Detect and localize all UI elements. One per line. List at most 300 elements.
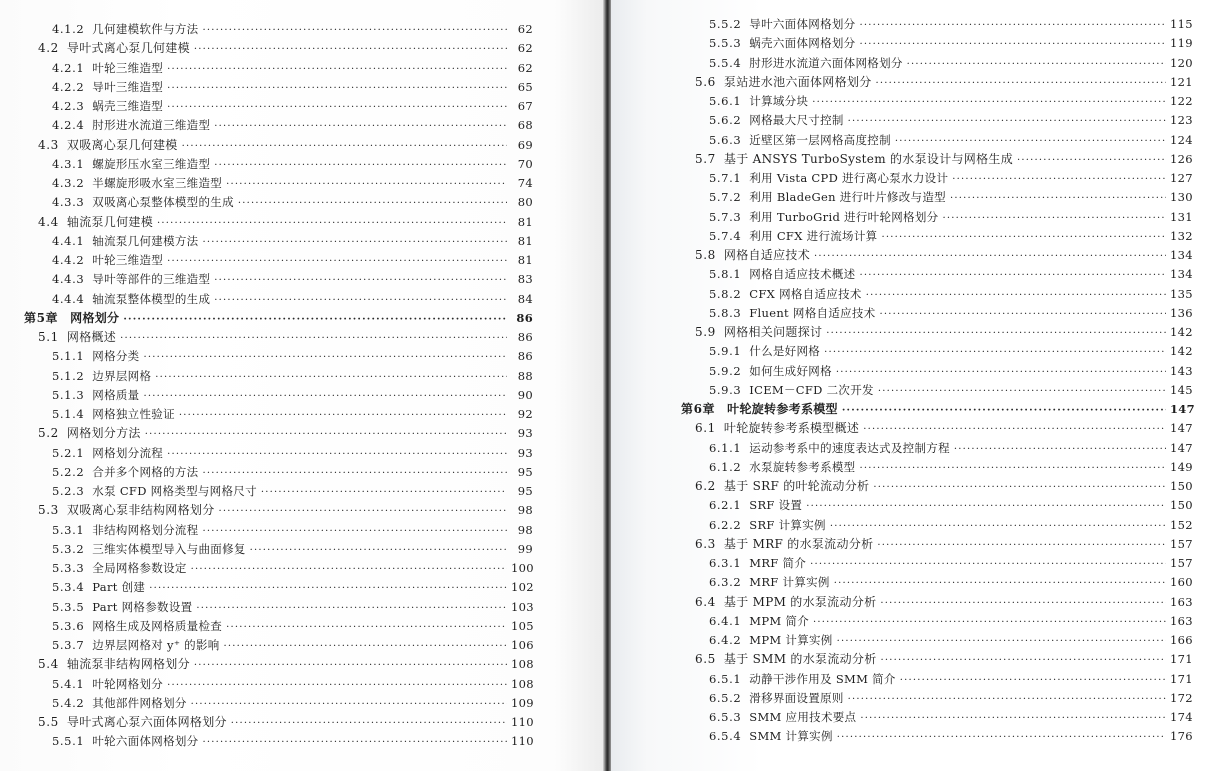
toc-entry	[695, 650, 1192, 669]
toc-entry-number: 4.2.2	[52, 79, 85, 94]
toc-entry-title: 水泵 CFD 网格类型与网格尺寸	[92, 484, 257, 498]
toc-entry-number: 4.3	[38, 137, 59, 152]
toc-entry-page-number: 105	[511, 618, 534, 633]
toc-entry-number: 6.2.1	[709, 498, 742, 513]
toc-entry	[52, 386, 533, 405]
toc-entry-title: 利用 Vista CPD 进行离心泵水力设计	[749, 171, 949, 185]
toc-entry-title: 蜗壳三维造型	[92, 99, 164, 113]
toc-entry-title: 利用 TurboGrid 进行叶轮网格划分	[749, 209, 939, 224]
toc-entry-title: SRF 计算实例	[749, 517, 826, 532]
toc-entry-page-number: 95	[517, 464, 533, 479]
toc-dot-leader	[191, 560, 507, 579]
toc-entry-title: SRF 设置	[749, 498, 803, 513]
toc-entry-title: 边界层网格对 y⁺ 的影响	[92, 638, 220, 652]
toc-entry-number: 5.4	[38, 657, 59, 672]
toc-entry-title: Part 创建	[92, 580, 146, 595]
toc-dot-leader	[859, 35, 1166, 54]
toc-dot-leader	[155, 368, 507, 387]
toc-entry-number: 5.9.1	[709, 344, 742, 359]
toc-entry-title: 蜗壳六面体网格划分	[749, 36, 856, 51]
toc-entry-number: 4.2.3	[52, 99, 85, 113]
toc-entry-title: 水泵旋转参考系模型	[749, 459, 856, 474]
toc-entry-page-number: 65	[517, 79, 533, 94]
toc-entry-page-number: 86	[516, 310, 533, 325]
toc-entry-title: 什么是好网格	[749, 344, 821, 359]
toc-entry-page-number: 108	[511, 657, 534, 672]
toc-entry-number: 5.3.4	[52, 580, 85, 595]
toc-entry-number: 6.4.2	[709, 633, 742, 647]
toc-entry	[52, 193, 533, 212]
toc-entry-number: 5.9.2	[709, 363, 742, 378]
toc-dot-leader	[202, 464, 507, 483]
toc-dot-leader	[167, 676, 507, 695]
toc-entry-page-number: 103	[511, 599, 534, 614]
toc-dot-leader	[873, 478, 1166, 497]
toc-entry-number: 4.3.1	[52, 156, 85, 171]
toc-entry-title: 半螺旋形吸水室三维造型	[92, 176, 223, 190]
toc-dot-leader	[826, 324, 1166, 343]
toc-entry-number: 5.4.2	[52, 695, 85, 710]
toc-entry-page-number: 149	[1170, 459, 1193, 474]
toc-entry-number: 5.1.2	[52, 368, 85, 383]
toc-dot-leader	[878, 382, 1166, 401]
toc-entry-number: 6.3.1	[709, 556, 742, 570]
toc-dot-leader	[238, 194, 507, 213]
toc-entry-number: 6.2	[695, 479, 716, 493]
toc-entry-title: 近壁区第一层网格高度控制	[749, 132, 891, 147]
toc-entry	[52, 636, 533, 655]
toc-entry-page-number: 92	[517, 407, 533, 421]
toc-entry-title: 螺旋形压水室三维造型	[92, 156, 211, 171]
toc-entry	[709, 227, 1192, 246]
toc-entry	[38, 424, 533, 443]
toc-entry	[709, 265, 1192, 284]
toc-entry-title: 基于 SMM 的水泵流动分析	[723, 652, 877, 667]
toc-entry	[709, 439, 1192, 458]
toc-dot-leader	[880, 594, 1166, 613]
toc-entry-title: 基于 MRF 的水泵流动分析	[723, 536, 874, 551]
toc-entry	[52, 290, 533, 309]
toc-entry-title: 边界层网格	[92, 368, 152, 383]
toc-entry-title: 全局网格参数设定	[92, 561, 187, 575]
toc-dot-leader	[214, 291, 507, 310]
toc-entry-title: 叶轮旋转参考系模型	[727, 402, 838, 416]
toc-entry-title: 滑移界面设置原则	[749, 690, 844, 705]
toc-dot-leader	[860, 709, 1166, 728]
toc-entry-page-number: 143	[1170, 363, 1193, 378]
toc-entry-page-number: 166	[1170, 633, 1193, 647]
toc-entry-number: 5.8.2	[709, 286, 742, 301]
toc-entry-title: 泵站进水池六面体网格划分	[723, 74, 872, 89]
toc-entry-title: MPM 计算实例	[749, 633, 833, 647]
toc-entry	[709, 727, 1192, 746]
toc-entry-page-number: 62	[517, 60, 533, 75]
toc-entry-title: 基于 SRF 的叶轮流动分析	[723, 479, 870, 493]
toc-entry-title: 肘形进水流道六面体网格划分	[749, 55, 903, 70]
toc-entry-number: 5.3	[38, 503, 59, 518]
toc-dot-leader	[824, 343, 1166, 362]
toc-entry	[52, 598, 533, 617]
toc-dot-leader	[167, 252, 507, 271]
toc-entry-page-number: 157	[1170, 536, 1193, 551]
toc-dot-leader	[859, 459, 1166, 478]
toc-entry-page-number: 157	[1170, 556, 1193, 570]
toc-entry	[709, 573, 1192, 592]
toc-entry	[709, 188, 1192, 207]
toc-entry-title: 轴流泵整体模型的生成	[92, 291, 211, 306]
toc-entry-number: 4.1.2	[52, 22, 85, 36]
toc-entry-page-number: 150	[1170, 479, 1193, 493]
toc-entry-title: 网格分类	[92, 349, 140, 364]
toc-entry-number: 6.5.4	[709, 729, 742, 744]
toc-entry-title: 轴流泵几何建模	[66, 214, 153, 229]
toc-entry-number: 6.1	[695, 421, 716, 436]
toc-dot-leader	[214, 156, 507, 175]
toc-entry	[695, 323, 1192, 342]
toc-entry-page-number: 84	[517, 291, 533, 306]
toc-entry	[52, 270, 533, 289]
toc-entry-title: 如何生成好网格	[749, 363, 832, 378]
toc-entry-page-number: 135	[1170, 286, 1193, 301]
toc-entry	[709, 631, 1192, 650]
toc-entry-number: 5.1.4	[52, 407, 85, 421]
toc-dot-leader	[224, 637, 507, 656]
toc-entry	[695, 419, 1192, 438]
toc-dot-leader	[848, 690, 1166, 709]
toc-entry-number: 6.1.1	[709, 440, 742, 455]
toc-entry-title: 其他部件网格划分	[92, 695, 187, 710]
toc-entry-page-number: 83	[517, 272, 533, 287]
toc-dot-leader	[834, 574, 1166, 593]
toc-entry-page-number: 69	[517, 137, 533, 152]
toc-entry-title: ICEM－CFD 二次开发	[749, 382, 874, 397]
toc-entry-page-number: 68	[517, 118, 533, 133]
toc-entry-number: 5.2.3	[52, 484, 85, 498]
toc-entry	[38, 136, 533, 155]
toc-entry-page-number: 110	[511, 734, 534, 749]
toc-entry-number: 5.5	[38, 715, 59, 729]
toc-entry-page-number: 81	[517, 233, 533, 248]
toc-entry-number: 6.1.2	[709, 459, 742, 474]
toc-entry-page-number: 93	[517, 445, 533, 460]
toc-entry-number: 5.7.4	[709, 228, 742, 243]
toc-entry-page-number: 122	[1170, 94, 1193, 108]
toc-entry-title: 叶轮三维造型	[92, 253, 164, 267]
toc-entry	[52, 20, 533, 39]
toc-dot-leader	[143, 387, 507, 406]
toc-entry-page-number: 100	[511, 561, 534, 575]
toc-dot-leader	[837, 728, 1166, 747]
toc-dot-leader	[179, 406, 507, 425]
toc-entry-page-number: 172	[1170, 690, 1193, 705]
toc-entry-number: 5.6	[695, 74, 716, 89]
toc-entry-number: 5.3.2	[52, 541, 85, 556]
toc-dot-leader	[214, 271, 507, 290]
toc-dot-leader	[167, 98, 507, 117]
toc-entry-page-number: 136	[1170, 305, 1193, 320]
toc-dot-leader	[226, 175, 507, 194]
toc-entry	[52, 174, 533, 193]
toc-entry-number: 4.2.4	[52, 118, 85, 133]
toc-entry-number: 5.6.1	[709, 94, 742, 108]
toc-entry-title: SMM 计算实例	[749, 729, 833, 744]
toc-entry-title: 网格质量	[92, 387, 140, 402]
toc-entry-title: 导叶三维造型	[92, 79, 164, 94]
toc-entry-number: 4.4.2	[52, 253, 85, 267]
toc-entry-page-number: 102	[511, 580, 534, 595]
toc-entry	[38, 213, 533, 232]
toc-dot-leader	[167, 60, 507, 79]
toc-entry	[52, 521, 533, 540]
toc-entry	[709, 362, 1192, 381]
toc-entry	[695, 150, 1192, 169]
toc-entry-number: 6.2.2	[709, 517, 742, 532]
toc-entry-number: 5.3.7	[52, 638, 85, 652]
toc-dot-leader	[120, 329, 507, 348]
toc-entry	[52, 617, 533, 636]
toc-entry-title: 导叶等部件的三维造型	[92, 272, 211, 287]
toc-entry-title: 网格自适应技术概述	[749, 267, 856, 282]
toc-entry-title: 叶轮网格划分	[92, 676, 164, 691]
toc-entry-title: 肘形进水流道三维造型	[92, 118, 211, 133]
toc-entry	[695, 73, 1192, 92]
toc-entry-title: 叶轮六面体网格划分	[92, 734, 199, 749]
toc-entry	[52, 732, 533, 751]
toc-entry-number: 4.2.1	[52, 60, 85, 75]
toc-dot-leader	[191, 695, 507, 714]
toc-entry-number: 4.3.2	[52, 176, 85, 190]
toc-entry	[52, 251, 533, 270]
toc-entry-page-number: 62	[517, 41, 533, 56]
toc-dot-leader	[859, 16, 1166, 35]
toc-entry-number: 6.3	[695, 536, 716, 551]
toc-entry-title: 动静干涉作用及 SMM 简介	[749, 671, 896, 686]
toc-entry-title: 运动参考系中的速度表达式及控制方程	[749, 440, 950, 455]
toc-dot-leader	[1017, 151, 1166, 170]
toc-entry-page-number: 98	[517, 503, 533, 518]
toc-entry	[52, 463, 533, 482]
toc-entry	[709, 131, 1192, 150]
toc-entry-page-number: 120	[1170, 55, 1193, 70]
toc-entry	[52, 232, 533, 251]
toc-dot-leader	[143, 348, 507, 367]
toc-dot-leader	[863, 420, 1166, 439]
toc-dot-leader	[202, 233, 507, 252]
toc-dot-leader	[876, 74, 1167, 93]
toc-entry-number: 5.8	[695, 248, 716, 262]
toc-dot-leader	[950, 189, 1166, 208]
toc-entry-page-number: 121	[1170, 74, 1193, 89]
toc-entry	[52, 540, 533, 559]
toc-dot-leader	[202, 21, 507, 40]
toc-entry	[52, 347, 533, 366]
toc-dot-leader	[812, 93, 1166, 112]
toc-dot-leader	[261, 483, 507, 502]
toc-entry-page-number: 80	[517, 195, 533, 210]
toc-entry	[52, 559, 533, 578]
toc-entry-page-number: 95	[517, 484, 533, 498]
toc-dot-leader	[877, 536, 1166, 555]
toc-entry-number: 6.3.2	[709, 575, 742, 590]
toc-entry	[52, 578, 533, 597]
toc-entry-page-number: 171	[1170, 671, 1193, 686]
toc-entry-number: 5.3.6	[52, 618, 85, 633]
toc-dot-leader	[167, 79, 507, 98]
toc-entry	[52, 116, 533, 135]
toc-entry-page-number: 106	[511, 638, 534, 652]
toc-entry-page-number: 119	[1170, 36, 1193, 51]
toc-entry	[681, 400, 1195, 419]
toc-entry-number: 6.5.3	[709, 710, 742, 724]
toc-entry-number: 6.4	[695, 594, 716, 609]
toc-entry-page-number: 142	[1170, 325, 1193, 339]
toc-dot-leader	[866, 286, 1166, 305]
toc-entry-number: 5.5.2	[709, 17, 742, 31]
toc-entry-page-number: 115	[1170, 17, 1193, 31]
toc-entry-number: 6.5.1	[709, 671, 742, 686]
toc-entry-number: 5.4.1	[52, 676, 85, 691]
toc-entry-page-number: 152	[1170, 517, 1193, 532]
toc-entry-page-number: 127	[1170, 171, 1193, 185]
toc-dot-leader	[167, 445, 507, 464]
toc-entry-number: 5.7.2	[709, 190, 742, 205]
toc-dot-leader	[895, 132, 1166, 151]
toc-entry-title: CFX 网格自适应技术	[749, 286, 862, 301]
toc-entry-title: 网格自适应技术	[723, 248, 810, 262]
toc-dot-leader	[806, 497, 1166, 516]
toc-entry	[38, 713, 533, 732]
toc-dot-leader	[226, 618, 507, 637]
toc-entry-page-number: 98	[517, 522, 533, 537]
toc-dot-leader	[900, 671, 1166, 690]
toc-entry-title: Part 网格参数设置	[92, 599, 193, 614]
toc-entry-title: 导叶式离心泵六面体网格划分	[66, 715, 227, 729]
toc-entry-title: 基于 MPM 的水泵流动分析	[723, 594, 877, 609]
toc-entry-title: 几何建模软件与方法	[92, 22, 199, 36]
toc-entry-page-number: 90	[517, 387, 533, 402]
toc-entry-number: 5.7	[695, 151, 716, 166]
toc-dot-leader	[194, 40, 507, 59]
toc-entry	[709, 554, 1192, 573]
toc-entry-page-number: 86	[517, 330, 533, 344]
toc-entry	[709, 54, 1192, 73]
toc-entry	[709, 342, 1192, 361]
toc-dot-leader	[202, 522, 507, 541]
toc-entry	[695, 246, 1192, 265]
toc-entry-page-number: 134	[1170, 248, 1193, 262]
toc-entry-page-number: 70	[517, 156, 533, 171]
toc-entry-number: 5.7.1	[709, 171, 742, 185]
toc-entry	[709, 208, 1192, 227]
toc-entry-title: 轴流泵几何建模方法	[92, 233, 199, 248]
toc-entry-title: 网格概述	[66, 330, 117, 344]
toc-dot-leader	[250, 541, 507, 560]
toc-entry-number: 6.4.1	[709, 613, 742, 628]
toc-entry	[709, 34, 1192, 53]
toc-entry	[52, 97, 533, 116]
toc-entry-page-number: 108	[511, 676, 534, 691]
toc-entry-title: 双吸离心泵几何建模	[66, 137, 178, 152]
toc-entry-title: 导叶六面体网格划分	[749, 17, 856, 31]
toc-dot-leader	[848, 112, 1166, 131]
toc-entry-page-number: 145	[1170, 382, 1193, 397]
toc-entry-number: 5.8.3	[709, 305, 742, 320]
toc-entry-number: 6.5	[695, 652, 716, 667]
toc-entry-page-number: 163	[1170, 613, 1193, 628]
toc-entry-title: Fluent 网格自适应技术	[749, 305, 876, 320]
toc-entry-number: 5.5.1	[52, 734, 85, 749]
toc-entry-number: 5.1.1	[52, 349, 85, 364]
toc-entry	[709, 458, 1192, 477]
toc-dot-leader	[219, 502, 508, 521]
toc-entry-page-number: 62	[517, 22, 533, 36]
toc-entry-title: 利用 CFX 进行流场计算	[749, 228, 878, 243]
toc-entry	[52, 367, 533, 386]
toc-entry	[695, 477, 1192, 496]
toc-entry-page-number: 131	[1170, 209, 1193, 224]
right-page	[611, 0, 1216, 771]
toc-dot-leader	[182, 137, 507, 156]
toc-entry-title: 网格独立性验证	[92, 407, 175, 421]
toc-entry	[38, 655, 533, 674]
toc-entry-title: 轴流泵非结构网格划分	[66, 657, 190, 672]
toc-entry-title: 双吸离心泵非结构网格划分	[66, 503, 215, 518]
toc-entry-number: 5.2.1	[52, 445, 85, 460]
toc-entry-page-number: 160	[1170, 575, 1193, 590]
toc-entry	[52, 694, 533, 713]
toc-dot-leader	[881, 651, 1166, 670]
toc-entry-page-number: 134	[1170, 267, 1193, 282]
toc-dot-leader	[880, 305, 1166, 324]
toc-entry-page-number: 86	[517, 349, 533, 364]
toc-entry	[709, 496, 1192, 515]
toc-entry-number: 5.9.3	[709, 382, 742, 397]
toc-dot-leader	[813, 613, 1166, 632]
toc-entry-page-number: 176	[1170, 729, 1193, 744]
toc-entry-number: 5.6.3	[709, 132, 742, 147]
toc-entry	[24, 309, 533, 328]
toc-entry-number: 5.8.1	[709, 267, 742, 282]
toc-entry	[709, 689, 1192, 708]
toc-entry-page-number: 88	[517, 368, 533, 383]
toc-entry-page-number: 67	[517, 99, 533, 113]
toc-entry-number: 5.2	[38, 426, 59, 441]
toc-entry	[709, 111, 1192, 130]
toc-entry-page-number: 110	[511, 715, 534, 729]
toc-entry-number: 4.2	[38, 41, 59, 56]
toc-entry-title: 网格划分流程	[92, 445, 164, 460]
toc-entry-number: 5.1	[38, 330, 59, 344]
toc-dot-leader	[837, 632, 1166, 651]
toc-entry	[52, 78, 533, 97]
toc-entry-title: 网格生成及网格质量检查	[92, 618, 223, 633]
toc-entry-number: 4.4.1	[52, 233, 85, 248]
toc-entry-page-number: 132	[1170, 228, 1193, 243]
toc-entry	[52, 405, 533, 424]
toc-dot-leader	[202, 733, 507, 752]
toc-dot-leader	[214, 117, 507, 136]
toc-entry-number: 5.1.3	[52, 387, 85, 402]
toc-entry	[709, 285, 1192, 304]
toc-entry-number: 4.3.3	[52, 195, 85, 210]
toc-entry	[709, 169, 1192, 188]
toc-dot-leader	[881, 228, 1166, 247]
toc-dot-leader	[907, 55, 1166, 74]
toc-dot-leader	[157, 214, 507, 233]
toc-entry-number: 5.3.1	[52, 522, 85, 537]
toc-entry-page-number: 147	[1170, 440, 1193, 455]
toc-entry-title: 利用 BladeGen 进行叶片修改与造型	[749, 190, 946, 205]
